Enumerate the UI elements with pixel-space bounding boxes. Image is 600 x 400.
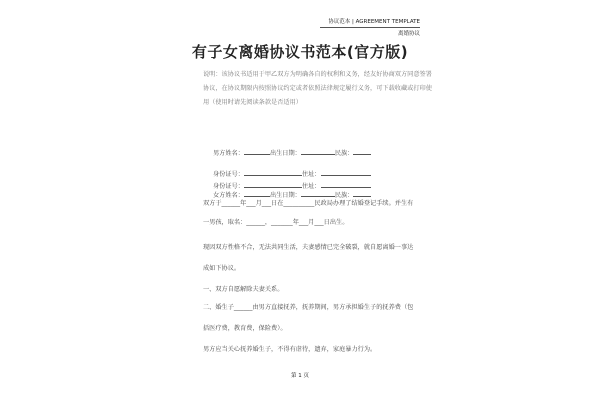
header-rule <box>320 27 420 28</box>
female-address-blank <box>321 180 371 188</box>
male-birth-blank <box>301 147 335 155</box>
marriage-paragraph: 双方于______年___月___日在__________民政局办理了结婚登记手续。并生有一男孩，取名：______，_______年___月___日出生。 <box>203 200 414 226</box>
header-tag: 离婚协议 <box>397 31 420 37</box>
male-name-blank <box>244 147 270 155</box>
female-birth-label: 出生日期： <box>269 192 301 199</box>
male-address-blank <box>321 168 371 176</box>
female-id-label: 身份证号： <box>213 183 244 190</box>
female-id-blank <box>244 180 302 188</box>
reason-paragraph: 现因双方性格不合，无法共同生活，夫妻感情已完全破裂，就自愿离婚一事达成如下协议。 <box>203 244 414 272</box>
male-birth-label: 出生日期： <box>269 150 301 157</box>
female-ethnicity-label: 民族： <box>334 192 354 199</box>
male-ethnicity-blank <box>353 147 371 155</box>
male-id-blank <box>244 168 302 176</box>
male-ethnicity-label: 民族： <box>334 150 354 157</box>
page-number: 第 1 页 <box>291 373 309 379</box>
clause-2: 二、婚生子______由男方直接抚养，抚养期间，男方承担婚生子的抚养费（包括医疗费，教育费，保险费）。 <box>203 304 414 332</box>
female-id-row <box>213 180 371 190</box>
male-address-label: 住址： <box>301 171 321 178</box>
male-id-row <box>213 168 371 178</box>
male-name-row <box>213 147 371 157</box>
male-id-label: 身份证号： <box>213 171 244 178</box>
female-name-label: 女方姓名： <box>213 192 244 199</box>
clause-3: 男方应当关心抚养婚生子，不得有虐待，遗弃，家庭暴力行为。 <box>203 346 377 353</box>
clause-1: 一、双方自愿解除夫妻关系。 <box>203 286 284 293</box>
document-header <box>310 18 420 26</box>
instruction-note: 说明：该协议书适用于甲乙双方为明确各自的权利和义务，经友好协商双方同意签署协议，在协议期限内按照协议约定或者依照法律规定履行义务，可下载收藏或打印使用（使用时请先阅读条款是否适用） <box>203 71 432 106</box>
female-address-label: 住址： <box>301 183 321 190</box>
male-name-label: 男方姓名： <box>213 150 244 157</box>
header-title: 协议范本 | AGREEMENT TEMPLATE <box>328 19 420 25</box>
document-title: 有子女离婚协议书范本(官方版) <box>191 43 409 61</box>
